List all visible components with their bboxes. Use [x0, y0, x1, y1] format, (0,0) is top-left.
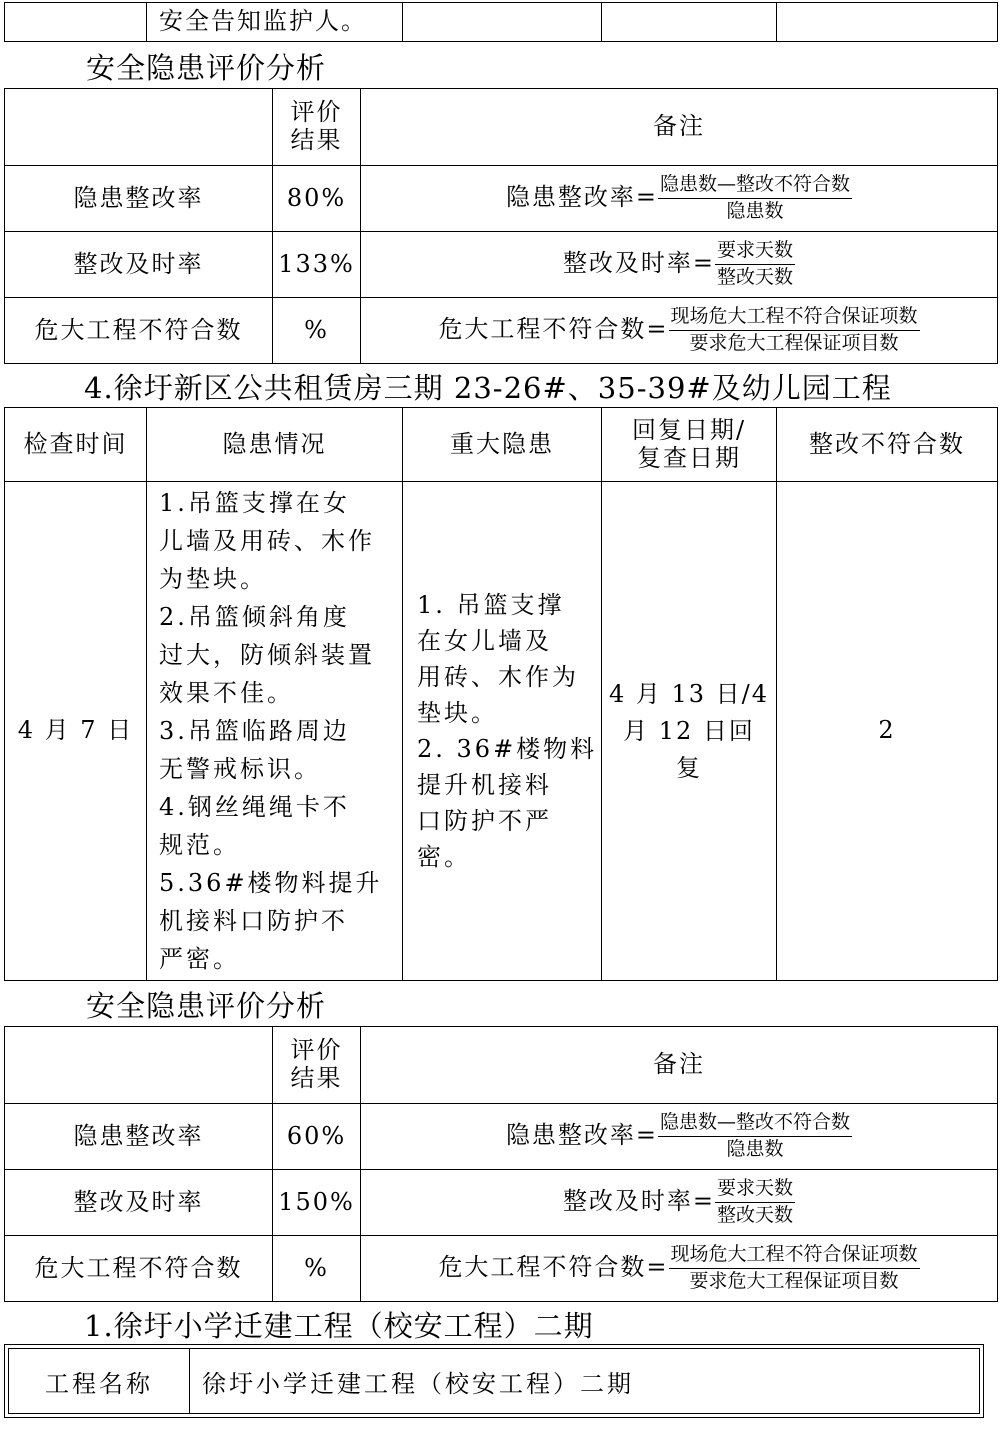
- top-row-empty-cell: [602, 3, 777, 42]
- analysis-row-formula: [361, 298, 998, 364]
- major-hazard-line: 在女儿墙及: [417, 627, 552, 655]
- major-hazard-line: 提升机接料: [417, 771, 552, 799]
- formula: [438, 305, 919, 354]
- fraction-denominator: 隐患数: [726, 200, 784, 222]
- header-check-time: 检查时间: [5, 408, 147, 482]
- header-noncompliance: 整改不符合数: [777, 408, 998, 482]
- reply-date-line: 复: [676, 753, 702, 782]
- top-row-table: [4, 2, 998, 42]
- formula-label: 隐患整改率=: [505, 1121, 659, 1149]
- analysis-row-value: 150%: [273, 1170, 361, 1236]
- reply-date-line: 4 月 13 日/4: [608, 679, 770, 708]
- header-hazards: 隐患情况: [147, 408, 403, 482]
- fraction: [658, 1112, 852, 1161]
- project-name-label: 工程名称: [9, 1349, 190, 1413]
- analysis-header-result: 评价 结果: [273, 1027, 361, 1104]
- analysis-row-label: 危大工程不符合数: [5, 298, 273, 364]
- major-hazard-line: 口防护不严: [417, 807, 552, 835]
- project-name-value: 徐圩小学迁建工程（校安工程）二期: [202, 1369, 634, 1398]
- analysis-row-formula: [361, 1236, 998, 1302]
- top-row-empty-cell: [403, 3, 602, 42]
- hazard-line: 机接料口防护不: [159, 907, 348, 935]
- hazard-line: 2.吊篮倾斜角度: [159, 603, 350, 631]
- analysis-row-label: 隐患整改率: [5, 1104, 273, 1170]
- hazard-line: 规范。: [159, 831, 240, 859]
- analysis-row-label: 危大工程不符合数: [5, 1236, 273, 1302]
- fraction-numerator: 隐患数—整改不符合数: [658, 174, 852, 199]
- reply-date-cell: [602, 482, 777, 981]
- hazard-line: 3.吊篮临路周边: [159, 717, 350, 745]
- reply-date-line: 月 12 日回: [623, 716, 755, 745]
- analysis-row-label: 整改及时率: [5, 232, 273, 298]
- fraction: [669, 1244, 920, 1293]
- fraction: [715, 240, 795, 289]
- analysis-table-1: [4, 88, 998, 364]
- hazards-cell: [147, 482, 403, 981]
- hazard-line: 为垫块。: [159, 565, 267, 593]
- fraction-denominator: 要求危大工程保证项目数: [689, 1270, 899, 1292]
- analysis-title-1: 安全隐患评价分析: [86, 51, 327, 85]
- analysis-row-formula: [361, 1170, 998, 1236]
- analysis-row-formula: [361, 1104, 998, 1170]
- fraction-numerator: 现场危大工程不符合保证项数: [669, 306, 920, 331]
- fraction: [715, 1178, 795, 1227]
- formula-label: 整改及时率=: [562, 249, 716, 277]
- fraction-numerator: 隐患数—整改不符合数: [658, 1112, 852, 1137]
- hazard-line: 严密。: [159, 945, 240, 973]
- header-major-hazards: 重大隐患: [403, 408, 602, 482]
- analysis-title-2: 安全隐患评价分析: [86, 989, 327, 1023]
- formula: [562, 1177, 795, 1226]
- analysis-row-value: %: [273, 1236, 361, 1302]
- analysis-table-2: [4, 1026, 998, 1302]
- fraction-denominator: 整改天数: [717, 1204, 794, 1226]
- analysis-row-formula: [361, 166, 998, 232]
- analysis-row-formula: [361, 232, 998, 298]
- fraction-denominator: 要求危大工程保证项目数: [689, 332, 899, 354]
- noncompliance-cell: 2: [777, 482, 998, 981]
- formula-label: 危大工程不符合数=: [438, 1253, 669, 1281]
- fraction-numerator: 要求天数: [715, 1178, 795, 1203]
- hazard-line: 1.吊篮支撑在女: [159, 489, 350, 517]
- major-hazard-line: 2. 36#楼物料: [417, 735, 598, 763]
- formula: [438, 1243, 919, 1292]
- project4-title: 4.徐圩新区公共租赁房三期 23-26#、35-39#及幼儿园工程: [84, 371, 892, 405]
- formula: [505, 1111, 852, 1160]
- analysis-row-label: 整改及时率: [5, 1170, 273, 1236]
- fraction-numerator: 要求天数: [715, 240, 795, 265]
- hazard-line: 效果不佳。: [159, 679, 294, 707]
- analysis-header-empty: [5, 89, 273, 166]
- hazard-line: 无警戒标识。: [159, 755, 321, 783]
- major-hazards-cell: [403, 482, 602, 981]
- analysis-row-label: 隐患整改率: [5, 166, 273, 232]
- analysis-row-value: 80%: [273, 166, 361, 232]
- major-hazard-line: 1. 吊篮支撑: [417, 591, 565, 619]
- analysis-header-empty: [5, 1027, 273, 1104]
- hazard-line: 5.36#楼物料提升: [159, 869, 383, 897]
- fraction-numerator: 现场危大工程不符合保证项数: [669, 1244, 920, 1269]
- analysis-header-result: 评价 结果: [273, 89, 361, 166]
- top-row-empty-cell: [777, 3, 998, 42]
- check-time-cell: 4 月 7 日: [5, 482, 147, 981]
- project-name-row: [8, 1348, 980, 1414]
- inspection-table: [4, 407, 998, 981]
- major-hazard-line: 用砖、木作为: [417, 663, 579, 691]
- formula-label: 危大工程不符合数=: [438, 315, 669, 343]
- analysis-row-value: 60%: [273, 1104, 361, 1170]
- header-reply-date: 回复日期/ 复查日期: [602, 408, 777, 482]
- project1-title: 1.徐圩小学迁建工程（校安工程）二期: [84, 1309, 594, 1343]
- top-row-text-cell: 安全告知监护人。: [147, 3, 403, 42]
- formula: [505, 173, 852, 222]
- analysis-row-value: 133%: [273, 232, 361, 298]
- hazard-line: 4.钢丝绳绳卡不: [159, 793, 350, 821]
- formula-label: 整改及时率=: [562, 1187, 716, 1215]
- fraction: [669, 306, 920, 355]
- fraction-denominator: 整改天数: [717, 266, 794, 288]
- analysis-header-remark: 备注: [361, 1027, 998, 1104]
- top-row-empty-cell: [5, 3, 147, 42]
- formula: [562, 239, 795, 288]
- project-name-table: [4, 1344, 984, 1418]
- analysis-header-remark: 备注: [361, 89, 998, 166]
- formula-label: 隐患整改率=: [505, 183, 659, 211]
- major-hazard-line: 密。: [417, 843, 471, 871]
- fraction: [658, 174, 852, 223]
- hazard-line: 儿墙及用砖、木作: [159, 527, 375, 555]
- analysis-row-value: %: [273, 298, 361, 364]
- major-hazard-line: 垫块。: [417, 699, 498, 727]
- fraction-denominator: 隐患数: [726, 1138, 784, 1160]
- hazard-line: 过大，防倾斜装置: [159, 641, 375, 669]
